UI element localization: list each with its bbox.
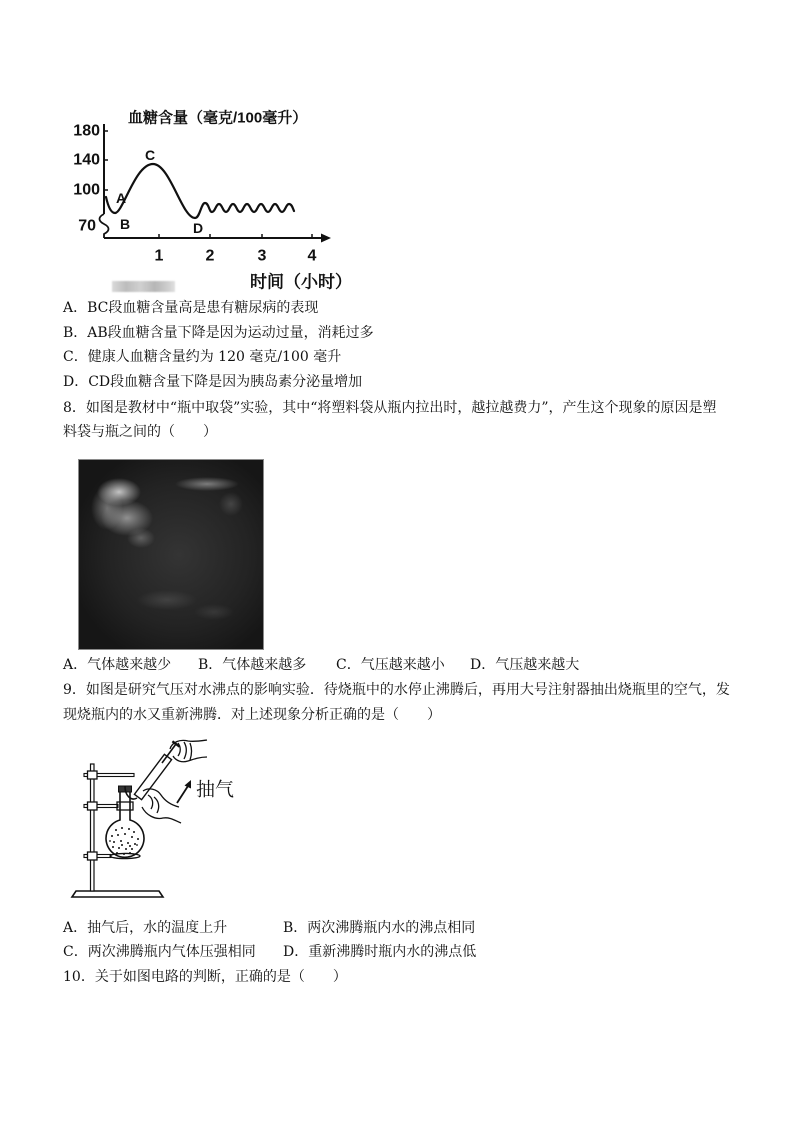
q8-option-d: D．气压越来越大	[470, 657, 580, 673]
q9-stem-line-2: 现烧瓶内的水又重新沸腾．对上述现象分析正确的是（ ）	[63, 707, 441, 723]
q8-stem-line-1: 8．如图是教材中“瓶中取袋”实验，其中“将塑料袋从瓶内拉出时，越拉越费力”，产生这个现象的原因是塑	[63, 400, 717, 416]
syringe-barrel	[134, 754, 171, 799]
y-axis-title: 血糖含量（毫克/100毫升）	[128, 109, 308, 127]
air-extraction-arrow	[177, 786, 188, 803]
x-tick-label: 4	[307, 247, 317, 265]
q7-option-b: B．AB段血糖含量下降是因为运动过量，消耗过多	[63, 325, 374, 341]
x-tick-label: 1	[154, 247, 164, 265]
x-tick-label: 2	[205, 247, 215, 265]
q10-stem: 10．关于如图电路的判断，正确的是（ ）	[63, 969, 347, 985]
air-extraction-label: 抽气	[196, 779, 235, 801]
iron-stand-rod	[91, 764, 95, 891]
q9-option-b: B．两次沸腾瓶内水的沸点相同	[283, 920, 476, 936]
q7-option-a: A．BC段血糖含量高是患有糖尿病的表现	[63, 300, 319, 316]
bottle-bag-photo	[78, 459, 264, 650]
q9-option-c: C．两次沸腾瓶内气体压强相同	[63, 944, 256, 960]
boiling-apparatus-diagram	[60, 735, 250, 905]
y-tick-label: 180	[73, 122, 100, 140]
blood-sugar-curve	[106, 164, 294, 218]
blood-sugar-chart	[60, 100, 370, 300]
y-tick-label: 100	[73, 181, 100, 199]
boss-clamp	[88, 771, 98, 779]
y-tick-label: 140	[73, 151, 100, 169]
x-axis-arrow	[321, 234, 331, 243]
y-tick-label: 70	[78, 217, 96, 235]
q8-option-b: B．气体越来越多	[198, 657, 307, 673]
round-flask	[106, 790, 144, 857]
q7-option-d: D．CD段血糖含量下降是因为胰岛素分泌量增加	[63, 374, 363, 390]
q8-option-c: C．气压越来越小	[336, 657, 445, 673]
point-label-d: D	[192, 220, 204, 236]
point-label-a: A	[115, 190, 127, 206]
x-axis-title: 时间（小时）	[250, 272, 352, 292]
q9-stem-line-1: 9．如图是研究气压对水沸点的影响实验．待烧瓶中的水停止沸腾后，再用大号注射器抽出烧瓶里的空气，发	[63, 682, 730, 698]
x-tick-label: 3	[257, 247, 267, 265]
q8-option-a: A．气体越来越少	[63, 657, 172, 673]
q9-option-a: A．抽气后，水的温度上升	[63, 920, 228, 936]
q7-option-c: C．健康人血糖含量约为 120 毫克/100 毫升	[63, 349, 342, 365]
lower-hand	[142, 789, 181, 823]
boss-clamp	[88, 802, 98, 810]
y-axis-break	[100, 214, 109, 238]
blurred-watermark	[112, 281, 175, 292]
iron-stand-base	[72, 891, 163, 897]
boss-clamp	[88, 852, 98, 860]
q8-stem-line-2: 料袋与瓶之间的（ ）	[63, 424, 217, 440]
point-label-b: B	[119, 216, 131, 232]
q9-option-d: D．重新沸腾时瓶内水的沸点低	[283, 944, 477, 960]
point-label-c: C	[144, 147, 156, 163]
